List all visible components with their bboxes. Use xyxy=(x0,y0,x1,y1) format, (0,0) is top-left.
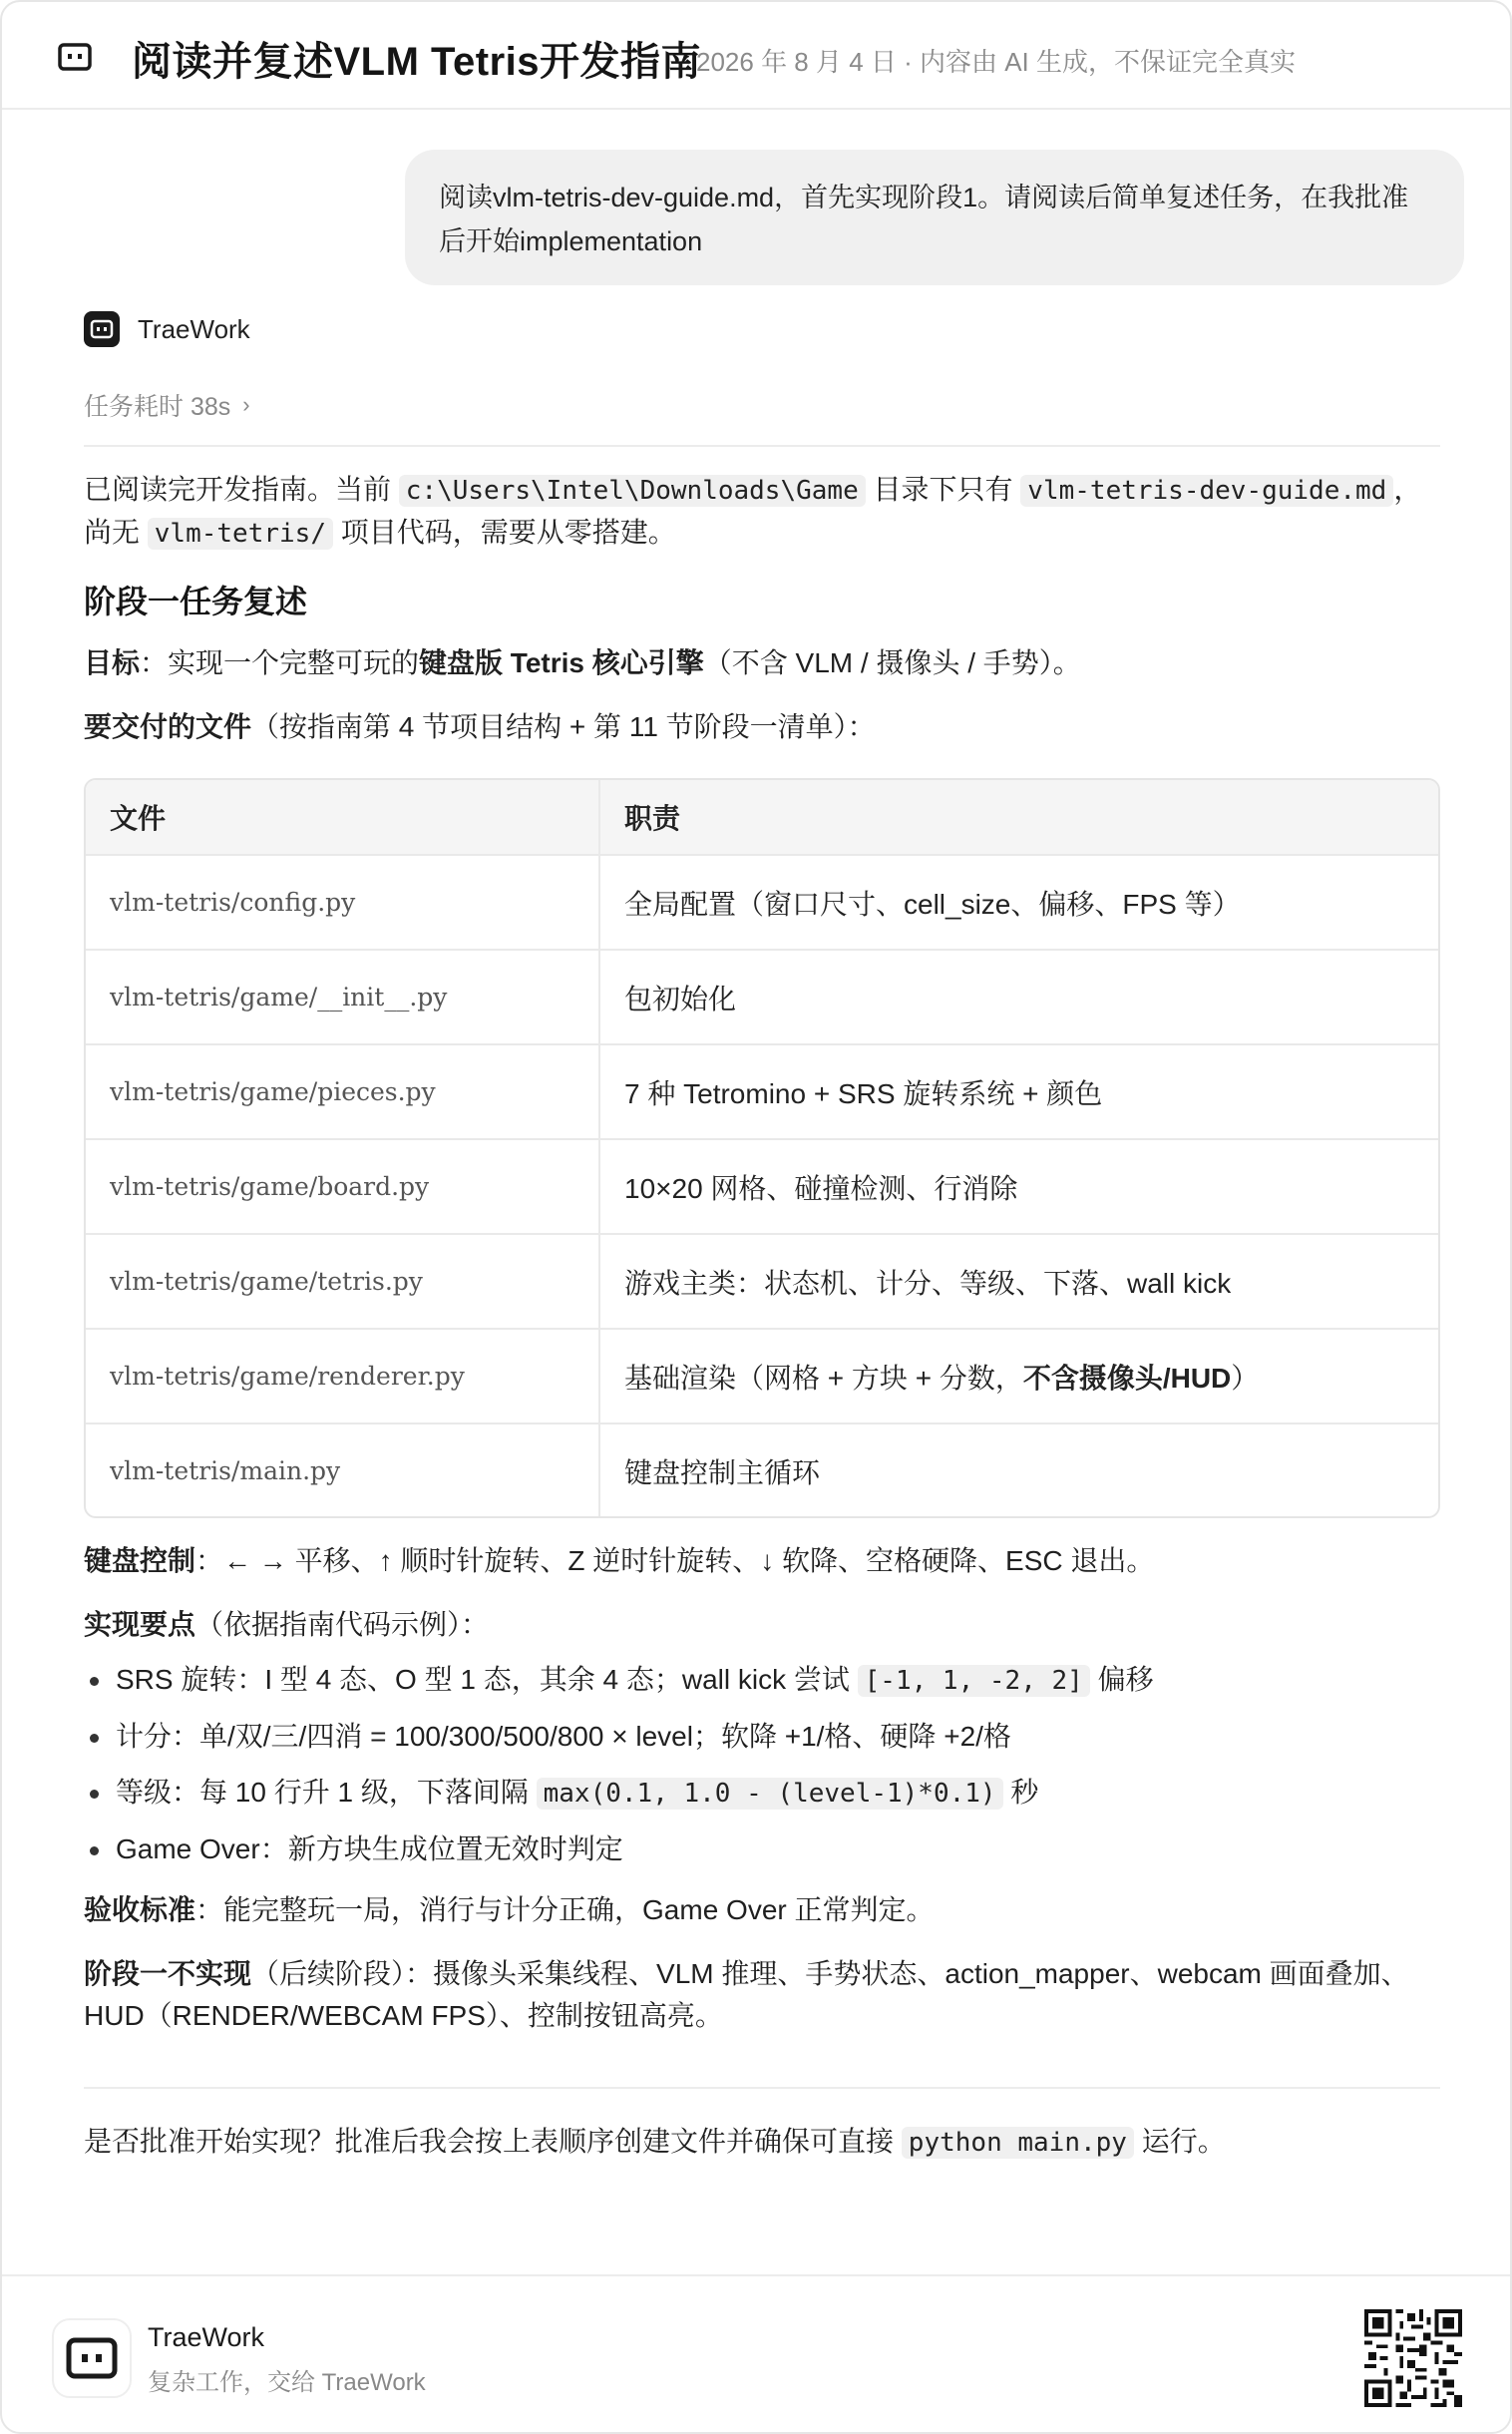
table-cell-role: 游戏主类：状态机、计分、等级、下落、wall kick xyxy=(624,1267,1232,1299)
keys-text: ：← → 平移、↑ 顺时针旋转、Z 逆时针旋转、↓ 软降、空格硬降、ESC 退出。 xyxy=(195,1545,1155,1576)
table-row xyxy=(86,949,1438,1043)
confirm-text: 运行。 xyxy=(1133,2126,1226,2157)
file-path: vlm-tetris/main.py xyxy=(110,1456,341,1485)
acceptance-paragraph xyxy=(84,1889,1440,1931)
table-header-role: 职责 xyxy=(624,803,681,834)
goal-text: （不含 VLM / 摄像头 / 手势）。 xyxy=(703,647,1081,678)
table-cell-file xyxy=(86,1424,600,1517)
footer-tagline: 复杂工作，交给 TraeWork xyxy=(148,2369,426,2396)
impl-paragraph xyxy=(84,1604,1440,1646)
divider xyxy=(84,445,1440,447)
files-text: （按指南第 4 节项目结构 + 第 11 节阶段一清单）： xyxy=(251,711,876,742)
table-cell-role: 7 种 Tetromino + SRS 旋转系统 + 颜色 xyxy=(624,1077,1103,1109)
table-cell-file xyxy=(86,1045,600,1138)
traework-logo-icon xyxy=(52,2318,132,2398)
goal-paragraph xyxy=(84,642,1440,684)
table-row xyxy=(86,1043,1438,1138)
file-path: vlm-tetris/game/tetris.py xyxy=(110,1267,423,1296)
divider xyxy=(84,2087,1440,2089)
intro-text: ， xyxy=(1393,474,1422,505)
table-row xyxy=(86,1138,1438,1233)
intro-text: 目录下只有 xyxy=(865,474,1021,505)
table-cell-role xyxy=(600,1330,1438,1422)
list-item xyxy=(84,1822,1440,1877)
traework-logo-icon xyxy=(50,35,100,79)
table-header-row xyxy=(86,780,1438,854)
list-item xyxy=(84,1652,1440,1709)
page-title: 阅读并复述VLM Tetris开发指南 xyxy=(132,40,702,84)
intro-text: 已阅读完开发指南。当前 xyxy=(84,474,399,505)
table-cell-role: 包初始化 xyxy=(624,983,737,1014)
task-duration-toggle[interactable] xyxy=(84,387,250,423)
inline-code-command: python main.py xyxy=(902,2127,1134,2159)
table-cell-file xyxy=(86,1330,600,1422)
bullet-text: 偏移 xyxy=(1089,1664,1154,1695)
acceptance-text: ：能完整玩一局，消行与计分正确，Game Over 正常判定。 xyxy=(195,1894,935,1925)
intro-text: 项目代码，需要从零搭建。 xyxy=(332,517,676,548)
page-meta: 2026 年 8 月 4 日 · 内容由 AI 生成，不保证完全真实 xyxy=(696,47,1296,77)
table-header-file: 文件 xyxy=(86,780,600,854)
acceptance-label: 验收标准 xyxy=(84,1894,196,1925)
file-path: vlm-tetris/game/pieces.py xyxy=(110,1077,436,1106)
intro-paragraph xyxy=(84,469,1440,555)
header xyxy=(2,2,1510,110)
goal-bold: 键盘版 Tetris 核心引擎 xyxy=(419,647,704,678)
agent-header xyxy=(84,311,250,347)
impl-label: 实现要点 xyxy=(84,1609,196,1640)
list-item xyxy=(84,1765,1440,1822)
section-heading: 阶段一任务复述 xyxy=(84,584,308,619)
role-bold: 不含摄像头/HUD xyxy=(1022,1362,1232,1394)
inline-code: max(0.1, 1.0 - (level-1)*0.1) xyxy=(537,1778,1003,1810)
inline-code-project: vlm-tetris/ xyxy=(148,518,333,550)
table-row xyxy=(86,1422,1438,1517)
confirm-paragraph xyxy=(84,2121,1440,2164)
table-cell-role: 键盘控制主循环 xyxy=(624,1456,821,1488)
goal-label: 目标 xyxy=(84,647,141,678)
user-message-bubble: 阅读vlm-tetris-dev-guide.md，首先实现阶段1。请阅读后简单复述任务，在我批准后开始implementation xyxy=(405,150,1464,285)
table-row xyxy=(86,1328,1438,1422)
table-cell-role: 10×20 网格、碰撞检测、行消除 xyxy=(624,1172,1018,1204)
table-cell-role: 全局配置（窗口尺寸、cell_size、偏移、FPS 等） xyxy=(624,888,1241,920)
role-text: ） xyxy=(1231,1362,1260,1394)
bullet-text: Game Over：新方块生成位置无效时判定 xyxy=(116,1833,623,1864)
footer-brand-name: TraeWork xyxy=(148,2322,265,2352)
table-cell-file xyxy=(86,1140,600,1233)
file-path: vlm-tetris/game/renderer.py xyxy=(110,1362,465,1391)
response-content-lower xyxy=(84,1540,1440,2037)
inline-code-guide: vlm-tetris-dev-guide.md xyxy=(1020,475,1393,507)
bullet-text: 等级：每 10 行升 1 级，下落间隔 xyxy=(116,1777,537,1808)
bullet-text: 计分：单/双/三/四消 = 100/300/500/800 × level；软降 +1/格、硬降 +2/格 xyxy=(116,1721,1011,1752)
table-cell-file xyxy=(86,1235,600,1328)
file-path: vlm-tetris/config.py xyxy=(110,888,356,917)
impl-list xyxy=(84,1652,1440,1877)
deliverables-table xyxy=(84,778,1440,1518)
agent-avatar-icon xyxy=(84,311,120,347)
goal-text: ：实现一个完整可玩的 xyxy=(140,647,420,678)
table-row xyxy=(86,1233,1438,1328)
files-label: 要交付的文件 xyxy=(84,711,252,742)
impl-text: （依据指南代码示例）： xyxy=(195,1609,490,1640)
file-path: vlm-tetris/game/__init__.py xyxy=(110,983,448,1012)
chevron-right-icon: › xyxy=(242,392,250,417)
footer xyxy=(2,2274,1510,2434)
intro-text: 尚无 xyxy=(84,517,148,548)
exclusions-paragraph xyxy=(84,1953,1440,2037)
confirm-text: 是否批准开始实现？批准后我会按上表顺序创建文件并确保可直接 xyxy=(84,2126,902,2157)
table-cell-file xyxy=(86,856,600,949)
file-path: vlm-tetris/game/board.py xyxy=(110,1172,430,1201)
qr-code-icon xyxy=(1364,2309,1462,2407)
exclusions-text: （后续阶段）：摄像头采集线程、VLM 推理、手势状态、action_mapper、webcam 画面叠加、HUD（RENDER/WEBCAM FPS）、控制按钮高亮。 xyxy=(84,1958,1409,2031)
table-cell-file xyxy=(86,951,600,1043)
bullet-text: 秒 xyxy=(1002,1777,1039,1808)
inline-code: [-1, 1, -2, 2] xyxy=(858,1665,1090,1697)
bullet-text: SRS 旋转：I 型 4 态、O 型 1 态，其余 4 态；wall kick 尝试 xyxy=(116,1664,858,1695)
keys-paragraph xyxy=(84,1540,1440,1582)
keys-label: 键盘控制 xyxy=(84,1545,196,1576)
files-paragraph xyxy=(84,706,1440,748)
response-content xyxy=(84,467,1440,748)
task-duration-label: 任务耗时 38s xyxy=(84,393,231,421)
table-row xyxy=(86,854,1438,949)
list-item xyxy=(84,1709,1440,1765)
inline-code-path: c:\Users\Intel\Downloads\Game xyxy=(399,475,866,507)
role-text: 基础渲染（网格 + 方块 + 分数， xyxy=(624,1362,1023,1394)
agent-name: TraeWork xyxy=(138,313,250,344)
exclusions-label: 阶段一不实现 xyxy=(84,1958,252,1989)
